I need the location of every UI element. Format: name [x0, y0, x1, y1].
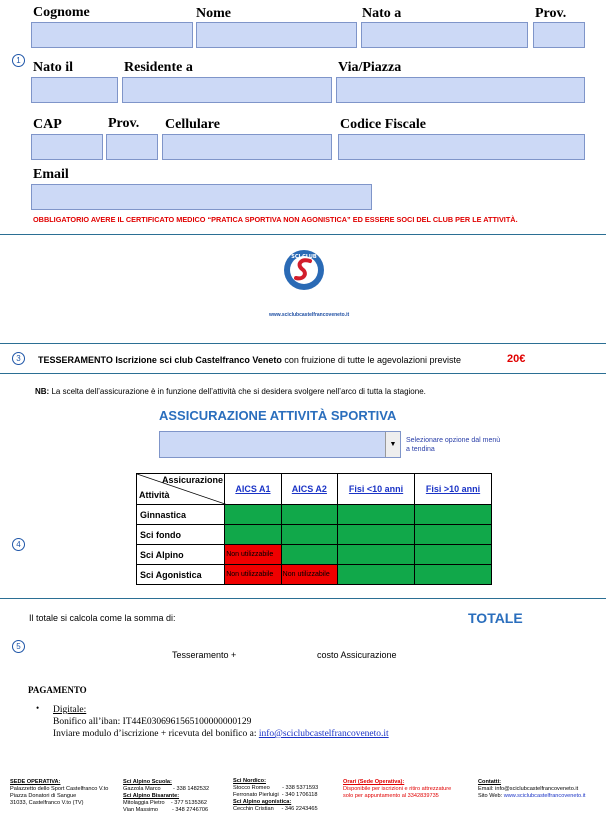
footer-contatti-email[interactable]: Email: info@sciclubcastelfrancoveneto.it — [478, 786, 579, 792]
totale-tesseramento: Tesseramento + — [172, 650, 237, 660]
tesseramento-club: Iscrizione sci club Castelfranco Veneto — [112, 355, 282, 365]
footer-contatti-title: Contatti: — [478, 779, 501, 785]
cell-available — [281, 545, 337, 565]
column-header[interactable]: AICS A2 — [281, 474, 337, 505]
totale-costo-assicurazione: costo Assicurazione — [317, 650, 397, 660]
pagamento-iban: Bonifico all’iban: IT44E0306961565100000000129 — [53, 717, 252, 727]
cell-available — [415, 545, 492, 565]
nb-text: La scelta dell’assicurazione è in funzione dell’attività che si desidera svolgere nell’arco di tutta la stagione. — [49, 387, 426, 396]
nato-il-field[interactable] — [31, 77, 118, 103]
divider — [0, 343, 606, 344]
pagamento-email-link[interactable]: info@sciclubcastelfrancoveneto.it — [258, 729, 389, 739]
table-row — [137, 565, 492, 585]
footer-sede-line: Palazzetto dello Sport Castelfranco V.to — [10, 786, 109, 792]
footer-sede-title: SEDE OPERATIVA: — [10, 779, 61, 785]
table-row — [137, 505, 492, 525]
label-cellulare: Cellulare — [165, 117, 220, 132]
label-residente-a: Residente a — [124, 60, 193, 75]
footer-sci-alpino — [123, 779, 209, 814]
footer-orari-line: solo per appuntamento al 3342839735 — [343, 793, 439, 799]
footer-agonistica-title: Sci Alpino agonistica: — [233, 799, 292, 805]
pagamento-inviare-text: Inviare modulo d’iscrizione + ricevuta del bonifico a: — [53, 729, 259, 739]
footer-contact-line: Gazzola Marco - 338 1482532 — [123, 786, 210, 792]
insurance-title: ASSICURAZIONE ATTIVITÀ SPORTIVA — [159, 408, 397, 423]
svg-text:SCI CLUB: SCI CLUB — [291, 254, 317, 260]
row-label: Sci Agonistica — [137, 565, 225, 585]
column-header[interactable]: Fisi <10 anni — [338, 474, 415, 505]
label-prov: Prov. — [535, 6, 567, 21]
corner-top-label: Assicurazione — [162, 475, 224, 485]
nome-field[interactable] — [196, 22, 357, 48]
divider — [0, 373, 606, 374]
footer-contact-line: Ferronato Pierluigi - 340 1706118 — [233, 792, 318, 798]
section-5-marker: 5 — [12, 640, 25, 653]
email-field[interactable] — [31, 184, 372, 210]
footer-contatti-web-link[interactable]: www.sciclubcastelfrancoveneto.it — [503, 793, 586, 799]
cell-not-usable: Non utilizzabile — [225, 545, 281, 565]
bullet-icon: • — [36, 703, 40, 713]
footer-contact-line: Vian Massimo - 348 2746706 — [123, 807, 209, 813]
column-header[interactable]: AICS A1 — [225, 474, 281, 505]
select-hint: Selezionare opzione dal menù a tendina — [406, 437, 501, 453]
tesseramento-desc: con fruizione di tutte le agevolazioni previste — [281, 355, 462, 365]
footer-orari — [343, 779, 451, 800]
totale-intro: Il totale si calcola come la somma di: — [29, 613, 176, 623]
divider — [0, 234, 606, 235]
cell-available — [225, 525, 281, 545]
table-corner — [137, 474, 225, 505]
footer-orari-line: Disponibile per iscrizioni e ritiro attrezzature — [343, 786, 452, 792]
footer-sede-line: Piazza Donatori di Sangue — [10, 793, 77, 799]
cell-not-usable: Non utilizzabile — [281, 565, 337, 585]
footer-sede-line: 31033, Castelfranco V.to (TV) — [10, 800, 84, 806]
cell-available — [225, 505, 281, 525]
codice-fiscale-field[interactable] — [338, 134, 585, 160]
table-row — [137, 525, 492, 545]
label-nato-il: Nato il — [33, 60, 74, 75]
footer-contact-line: Stocco Romeo - 338 5371593 — [233, 785, 319, 791]
logo-website[interactable]: www.sciclubcastelfrancoveneto.it — [269, 312, 350, 318]
cell-available — [338, 565, 415, 585]
nb-note — [35, 387, 426, 396]
nb-label: NB: — [35, 387, 50, 396]
footer-sede — [10, 779, 108, 807]
tesseramento-line — [38, 355, 461, 365]
label-cognome: Cognome — [33, 5, 90, 20]
cell-not-usable: Non utilizzabile — [225, 565, 281, 585]
cell-available — [415, 505, 492, 525]
tesseramento-label: TESSERAMENTO — [38, 355, 113, 365]
cell-available — [415, 525, 492, 545]
pagamento-digitale: Digitale: — [53, 705, 87, 715]
residente-a-field[interactable] — [122, 77, 332, 103]
sci-club-logo — [283, 249, 325, 291]
cell-available — [281, 525, 337, 545]
cap-field[interactable] — [31, 134, 103, 160]
cell-available — [415, 565, 492, 585]
divider — [0, 598, 606, 599]
row-label: Sci Alpino — [137, 545, 225, 565]
footer-orari-title: Orari (Sede Operativa): — [343, 779, 405, 785]
label-nato-a: Nato a — [362, 6, 402, 21]
prov-2-field[interactable] — [106, 134, 158, 160]
nato-a-field[interactable] — [361, 22, 528, 48]
label-email: Email — [33, 167, 69, 182]
insurance-table — [136, 473, 492, 585]
footer-contact-line: Cecchin Cristian - 346 2243465 — [233, 806, 318, 812]
tesseramento-price: 20€ — [507, 353, 526, 365]
footer-contatti — [478, 779, 585, 800]
cognome-field[interactable] — [31, 22, 193, 48]
row-label: Ginnastica — [137, 505, 225, 525]
pagamento-title: PAGAMENTO — [28, 685, 87, 695]
footer-contact-line: Mitolaggia Pietro - 377 5135362 — [123, 800, 207, 806]
cell-available — [338, 525, 415, 545]
via-piazza-field[interactable] — [336, 77, 585, 103]
totale-label: TOTALE — [468, 610, 523, 626]
footer-sci-nordico — [233, 778, 318, 813]
row-label: Sci fondo — [137, 525, 225, 545]
cell-available — [281, 505, 337, 525]
chevron-down-icon[interactable]: ▼ — [385, 432, 400, 457]
insurance-select[interactable] — [159, 431, 401, 458]
table-row — [137, 545, 492, 565]
label-prov-2: Prov. — [108, 116, 140, 131]
footer-bisarante-title: Sci Alpino Bisarante: — [123, 793, 180, 799]
cell-available — [338, 505, 415, 525]
footer-scuola-title: Sci Alpino Scuola: — [123, 779, 172, 785]
corner-bottom-label: Attività — [139, 490, 170, 500]
section-4-marker: 4 — [12, 538, 25, 551]
footer-contatti-web-label: Sito Web: — [478, 793, 504, 799]
label-codice-fiscale: Codice Fiscale — [340, 117, 426, 132]
cell-available — [338, 545, 415, 565]
label-cap: CAP — [33, 117, 62, 132]
column-header[interactable]: Fisi >10 anni — [415, 474, 492, 505]
pagamento-inviare — [53, 729, 389, 739]
label-via-piazza: Via/Piazza — [338, 60, 402, 75]
prov-field[interactable] — [533, 22, 585, 48]
label-nome: Nome — [196, 6, 231, 21]
medical-certificate-warning: OBBLIGATORIO AVERE IL CERTIFICATO MEDICO “PRATICA SPORTIVA NON AGONISTICA” ED ESSERE SOCI DEL CLUB PER LE ATTIVITÀ. — [33, 215, 518, 224]
section-3-marker: 3 — [12, 352, 25, 365]
cellulare-field[interactable] — [162, 134, 332, 160]
footer-nordico-title: Sci Nordico: — [233, 778, 266, 784]
section-1-marker: 1 — [12, 54, 25, 67]
